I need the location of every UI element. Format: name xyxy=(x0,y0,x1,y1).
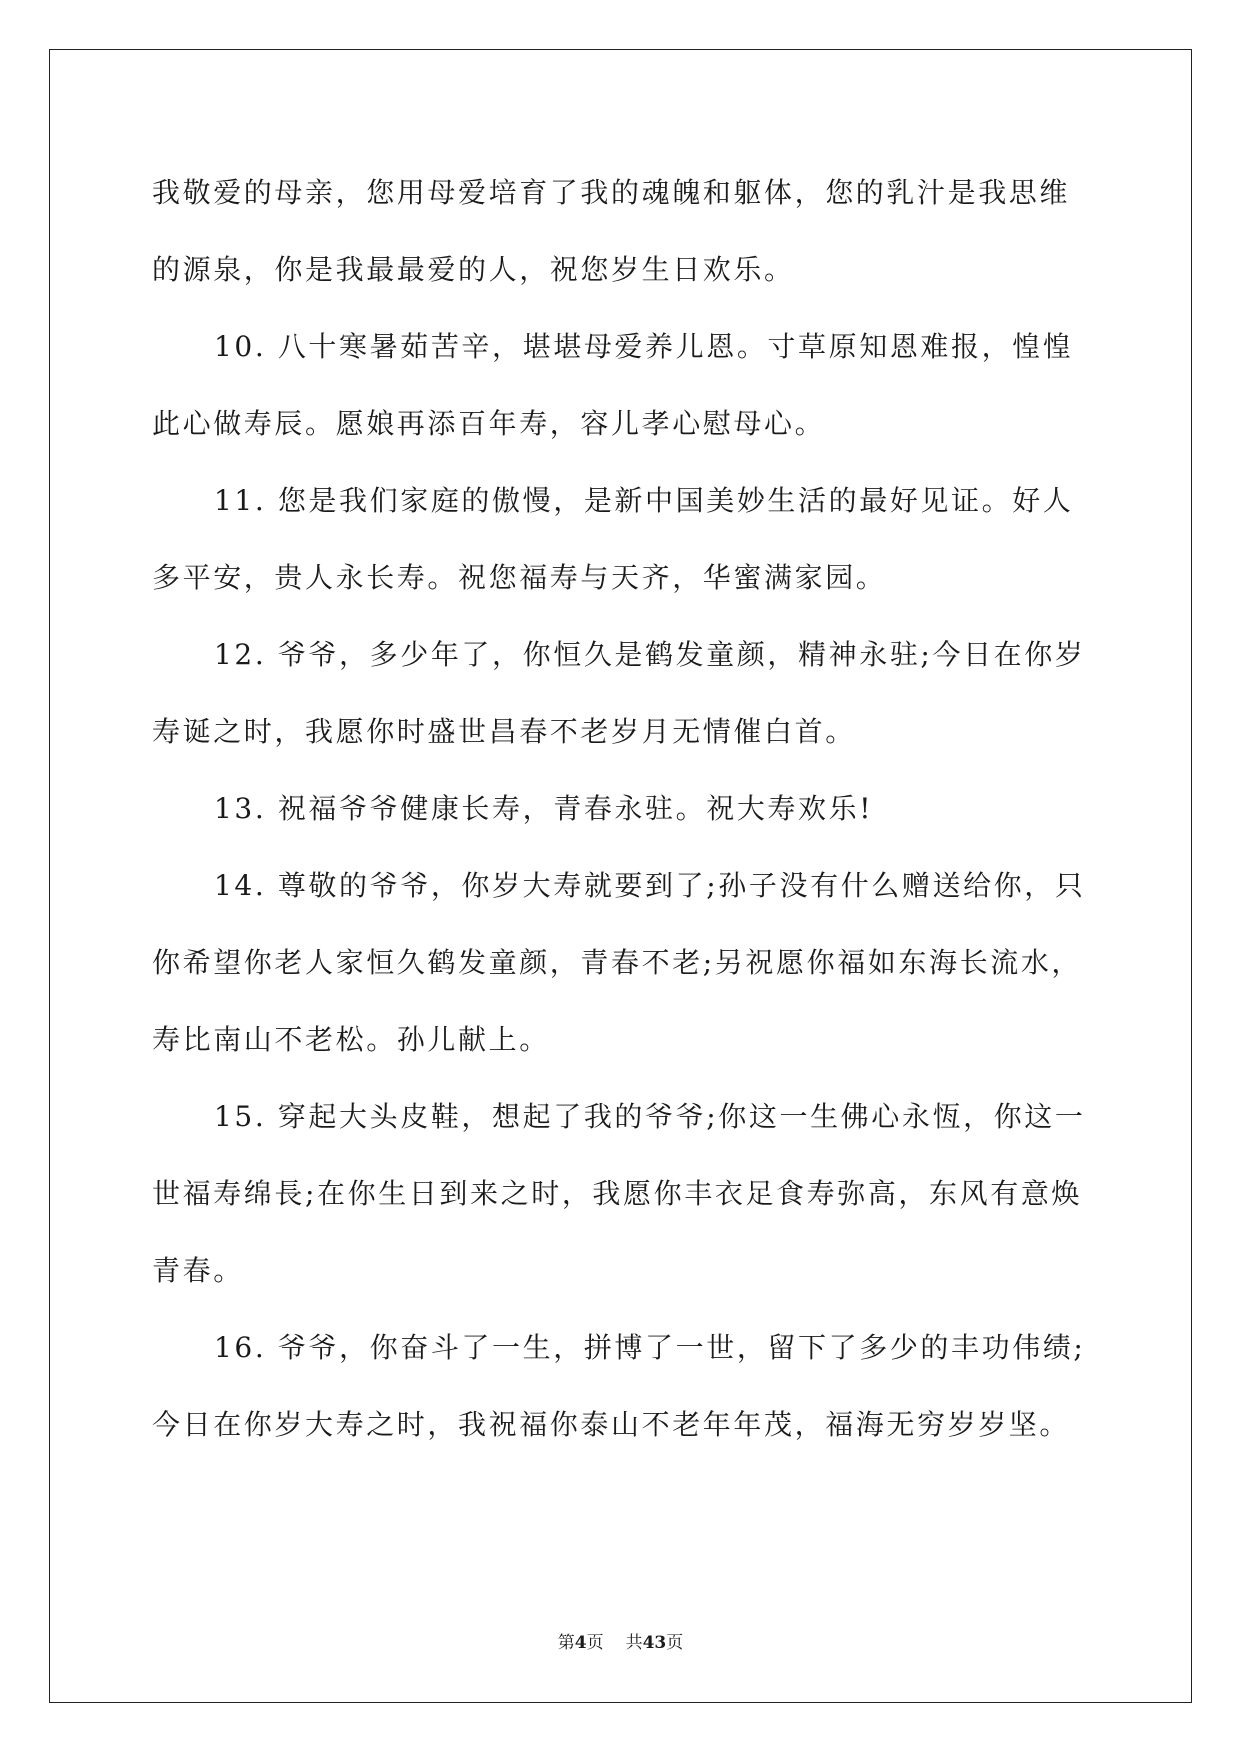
page-number: 4 xyxy=(574,1633,587,1653)
text-line: 世福寿绵長;在你生日到来之时，我愿你丰衣足食寿弥高，东风有意焕 xyxy=(152,1177,1083,1210)
text-line: 此心做寿辰。愿娘再添百年寿，容儿孝心慰母心。 xyxy=(152,407,826,440)
text-line: 我敬爱的母亲，您用母爱培育了我的魂魄和躯体，您的乳汁是我思维 xyxy=(152,176,1071,209)
text-line: 16. 爷爷，你奋斗了一生，拼博了一世，留下了多少的丰功伟绩; xyxy=(214,1331,1086,1364)
text-line: 你希望你老人家恒久鹤发童颜，青春不老;另祝愿你福如东海长流水， xyxy=(152,946,1083,979)
total-suffix: 页 xyxy=(666,1633,684,1653)
text-line: 寿比南山不老松。孙儿献上。 xyxy=(152,1023,550,1056)
page-suffix: 页 xyxy=(586,1633,604,1653)
text-line: 多平安，贵人永长寿。祝您福寿与天齐，华蜜满家园。 xyxy=(152,561,887,594)
text-line: 12. 爷爷，多少年了，你恒久是鹤发童颜，精神永驻;今日在你岁 xyxy=(214,638,1086,671)
text-line: 14. 尊敬的爷爷，你岁大寿就要到了;孙子没有什么赠送给你，只 xyxy=(214,869,1086,902)
text-line: 13. 祝福爷爷健康长寿，青春永驻。祝大寿欢乐! xyxy=(214,792,874,825)
text-line: 的源泉，你是我最最爱的人，祝您岁生日欢乐。 xyxy=(152,253,795,286)
page-prefix: 第 xyxy=(557,1633,575,1653)
page-footer xyxy=(0,1628,1241,1653)
total-pages: 43 xyxy=(642,1633,667,1653)
text-line: 10. 八十寒暑茹苦辛，堪堪母爱养儿恩。寸草原知恩难报，惶惶 xyxy=(214,330,1074,363)
text-line: 今日在你岁大寿之时，我祝福你泰山不老年年茂，福海无穷岁岁坚。 xyxy=(152,1408,1071,1441)
text-line: 寿诞之时，我愿你时盛世昌春不老岁月无情催白首。 xyxy=(152,715,856,748)
document-body xyxy=(152,165,1092,1474)
text-line: 11. 您是我们家庭的傲慢，是新中国美妙生活的最好见证。好人 xyxy=(214,484,1074,517)
text-line: 青春。 xyxy=(152,1254,244,1287)
text-line: 15. 穿起大头皮鞋，想起了我的爷爷;你这一生佛心永恆，你这一 xyxy=(214,1100,1086,1133)
total-prefix: 共 xyxy=(625,1633,643,1653)
